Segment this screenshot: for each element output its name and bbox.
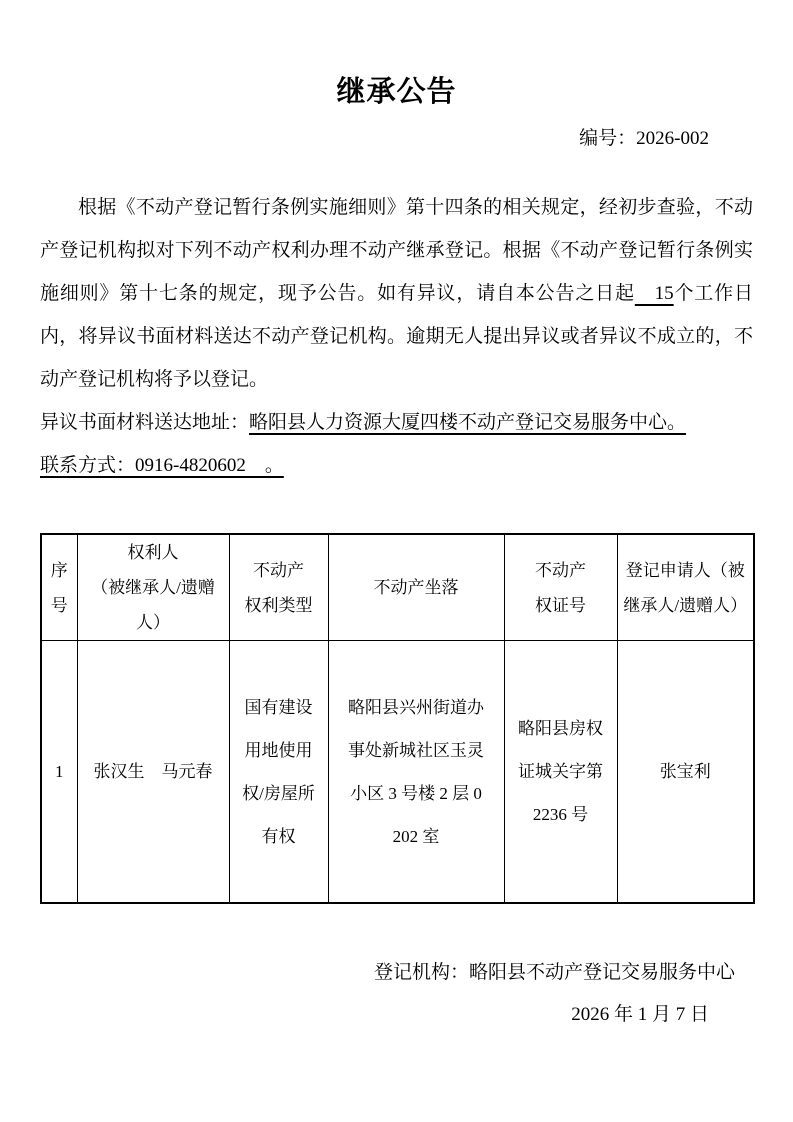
announcement-text-part2: 个工作日内，将异议书面材料送达不动产登记机构。逾期无人提出异议或者异议不成立的，不动产登记机构将予以登记。 (40, 283, 753, 391)
cell-cert-no: 略阳县房权证城关字第 2236 号 (504, 641, 617, 903)
col-header-holder: 权利人 （被继承人/遗赠人） (77, 534, 229, 641)
cell-applicant: 张宝利 (617, 641, 754, 903)
cell-location: 略阳县兴州街道办事处新城社区玉灵小区 3 号楼 2 层 0202 室 (328, 641, 504, 903)
cell-seq: 1 (41, 641, 77, 903)
contact-line (40, 444, 753, 487)
address-line (40, 401, 753, 444)
col-header-applicant: 登记申请人（被继承人/遗赠人） (617, 534, 754, 641)
table-row (41, 641, 754, 903)
records-table (40, 533, 755, 904)
address-value: 略阳县人力资源大厦四楼不动产登记交易服务中心。 (249, 412, 687, 434)
col-header-right-type: 不动产 权利类型 (229, 534, 328, 641)
doc-number: 编号：2026-002 (579, 128, 709, 150)
col-header-cert-no: 不动产 权证号 (504, 534, 617, 641)
announcement-date: 2026 年 1 月 7 日 (571, 1003, 709, 1025)
document-title: 继承公告 (336, 76, 457, 108)
col-header-seq: 序号 (41, 534, 77, 641)
address-label: 异议书面材料送达地址： (40, 412, 250, 434)
objection-days-underlined: 15 (634, 283, 674, 305)
cell-right-type: 国有建设用地使用权/房屋所有权 (229, 641, 328, 903)
announcement-paragraph (40, 186, 753, 401)
table-header-row (41, 534, 754, 641)
cell-holder: 张汉生 马元春 (77, 641, 229, 903)
announcement-text-part1: 根据《不动产登记暂行条例实施细则》第十四条的相关规定，经初步查验，不动产登记机构拟对下列不动产权利办理不动产继承登记。根据《不动产登记暂行条例实施细则》第十七条的规定，现予公告。如有异议，请自本公告之日起 (40, 197, 753, 305)
registry-org-line: 登记机构：略阳县不动产登记交易服务中心 (373, 961, 735, 983)
col-header-location: 不动产坐落 (328, 534, 504, 641)
contact-value: 联系方式：0916-4820602 。 (40, 455, 284, 477)
